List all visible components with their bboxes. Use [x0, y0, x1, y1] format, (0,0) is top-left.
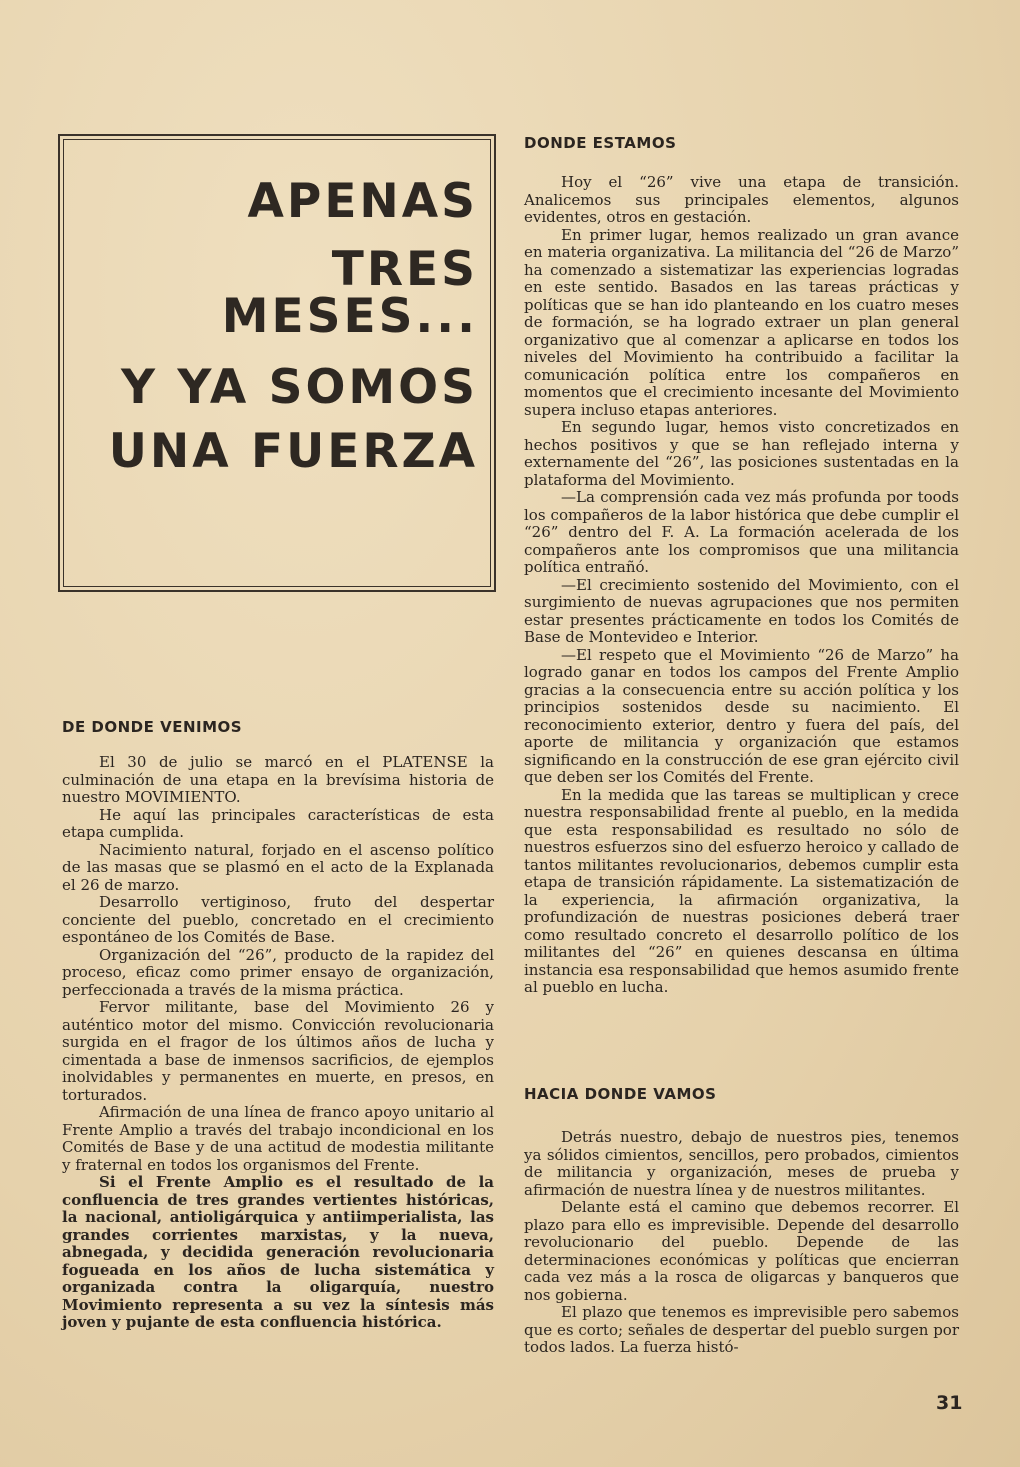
paragraph: —El crecimiento sostenido del Movimiento, con el surgimiento de nuevas agrupaciones que nos permiten estar presentes prácticamente en todos los Comités de Base de Montevideo e Interior. — [524, 575, 959, 646]
headline-line-2: TRES MESES... — [221, 242, 478, 344]
paragraph: Desarrollo vertiginoso, fruto del despertar conciente del pueblo, concretado en el crecimiento espontáneo de los Comités de Base. — [62, 893, 494, 946]
paragraph: Organización del “26”, producto de la rapidez del proceso, eficaz como primer ensayo de organización, perfeccionada a través de la misma práctica. — [62, 945, 494, 999]
paragraph: Hoy el “26” vive una etapa de transición. Analicemos sus principales elementos, algunos evidentes, otros en gestación. — [524, 173, 959, 226]
section-heading-donde-estamos: DONDE ESTAMOS — [524, 134, 677, 152]
paragraph: He aquí las principales características de esta etapa cumplida. — [62, 805, 494, 841]
paragraph: Fervor militante, base del Movimiento 26 y auténtico motor del mismo. Convicción revolucionaria surgida en el fragor de los últimos años de lucha y cimentada a base de inmensos sacrificios, de ejemplos inolvidables y permanentes en muerte, en presos, en torturados. — [62, 998, 494, 1104]
section-heading-de-donde-venimos: DE DONDE VENIMOS — [62, 718, 243, 736]
headline-box — [58, 134, 496, 592]
right-column-lower — [524, 1085, 959, 1357]
paragraph: En la medida que las tareas se multiplican y crece nuestra responsabilidad frente al pueblo, en la medida que esta responsabilidad es resultado no sólo de nuestros esfuerzos sino del esfuerzo heroico y callado de tantos militantes revolucionarios, debemos cumplir esta etapa de transición rápidamente. La sistematización de la experiencia, la afirmación organizativa, la profundización de nuestras posiciones deberá traer como resultado concreto el desarrollo político de los militantes del “26” en quienes descansa en última instancia esa responsabilidad que hemos asumido frente al pueblo en lucha. — [524, 785, 959, 996]
headline-line-3: Y YA SOMOS — [120, 360, 478, 415]
paragraph: El 30 de julio se marcó en el PLATENSE la culminación de una etapa en la brevísima historia de nuestro MOVIMIENTO. — [62, 753, 494, 806]
section-heading-hacia-donde-vamos: HACIA DONDE VAMOS — [524, 1085, 717, 1103]
paragraph: En segundo lugar, hemos visto concretizados en hechos positivos y que se han reflejado interna y externamente del “26”, las posiciones sustentadas en la plataforma del Movimiento. — [524, 418, 959, 489]
paragraph: Detrás nuestro, debajo de nuestros pies, tenemos ya sólidos cimientos, sencillos, pero probados, cimientos de militancia y organización, meses de prueba y afirmación de nuestra línea y de nuestros militantes. — [524, 1128, 959, 1199]
page-number: 31 — [936, 1392, 963, 1414]
paragraph: —El respeto que el Movimiento “26 de Marzo” ha logrado ganar en todos los campos del Frente Amplio gracias a la consecuencia entre su acción política y los principios sostenidos desde su nacimiento. El reconocimiento exterior, dentro y fuera del país, del aporte de militancia y organización que estamos significando en la construcción de ese gran ejército civil que deben ser los Comités del Frente. — [524, 645, 959, 786]
paragraph: Afirmación de una línea de franco apoyo unitario al Frente Amplio a través del trabajo incondicional en los Comités de Base y de una actitud de modestia militante y fraternal en todos los organismos del Frente. — [62, 1103, 494, 1174]
paragraph: —La comprensión cada vez más profunda por toods los compañeros de la labor histórica que debe cumplir el “26” dentro del F. A. La formación acelerada de los compañeros ante los compromisos que una militancia política entrañó. — [524, 488, 959, 576]
headline-line-4: UNA FUERZA — [108, 424, 478, 479]
paragraph: Nacimiento natural, forjado en el ascenso político de las masas que se plasmó en el acto de la Explanada el 26 de marzo. — [62, 840, 494, 894]
paragraph: El plazo que tenemos es imprevisible pero sabemos que es corto; señales de despertar del pueblo surgen por todos lados. La fuerza histó- — [524, 1303, 959, 1356]
paragraph: Delante está el camino que debemos recorrer. El plazo para ello es imprevisible. Depende del desarrollo revolucionario del pueblo. Depende de las determinaciones económicas y políticas que encierran cada vez más a la rosca de oligarcas y banqueros que nos gobierna. — [524, 1198, 959, 1304]
left-column — [62, 718, 494, 1332]
paragraph-bold: Si el Frente Amplio es el resultado de la confluencia de tres grandes vertientes históricas, la nacional, antioligárquica y antiimperialista, las grandes corrientes marxistas, y la nueva, abnegada, y decidida generación revolucionaria fogueada en los años de lucha sistemática y organizada contra la oligarquía, nuestro Movimiento representa a su vez la síntesis más joven y pujante de esta confluencia histórica. — [62, 1173, 494, 1331]
paragraph: En primer lugar, hemos realizado un gran avance en materia organizativa. La militancia del “26 de Marzo” ha comenzado a sistematizar las experiencias logradas en este sentido. Basados en las tareas prácticas y políticas que se han ido planteando en los cuatro meses de formación, se ha logrado extraer un plan general organizativo que al comenzar a aplicarse en todos los niveles del Movimiento ha contribuido a facilitar la comunicación política entre los compañeros en momentos que el crecimiento incesante del Movimiento supera incluso etapas anteriores. — [524, 225, 959, 419]
headline-line-1: APENAS — [247, 174, 478, 229]
right-column — [524, 134, 959, 997]
